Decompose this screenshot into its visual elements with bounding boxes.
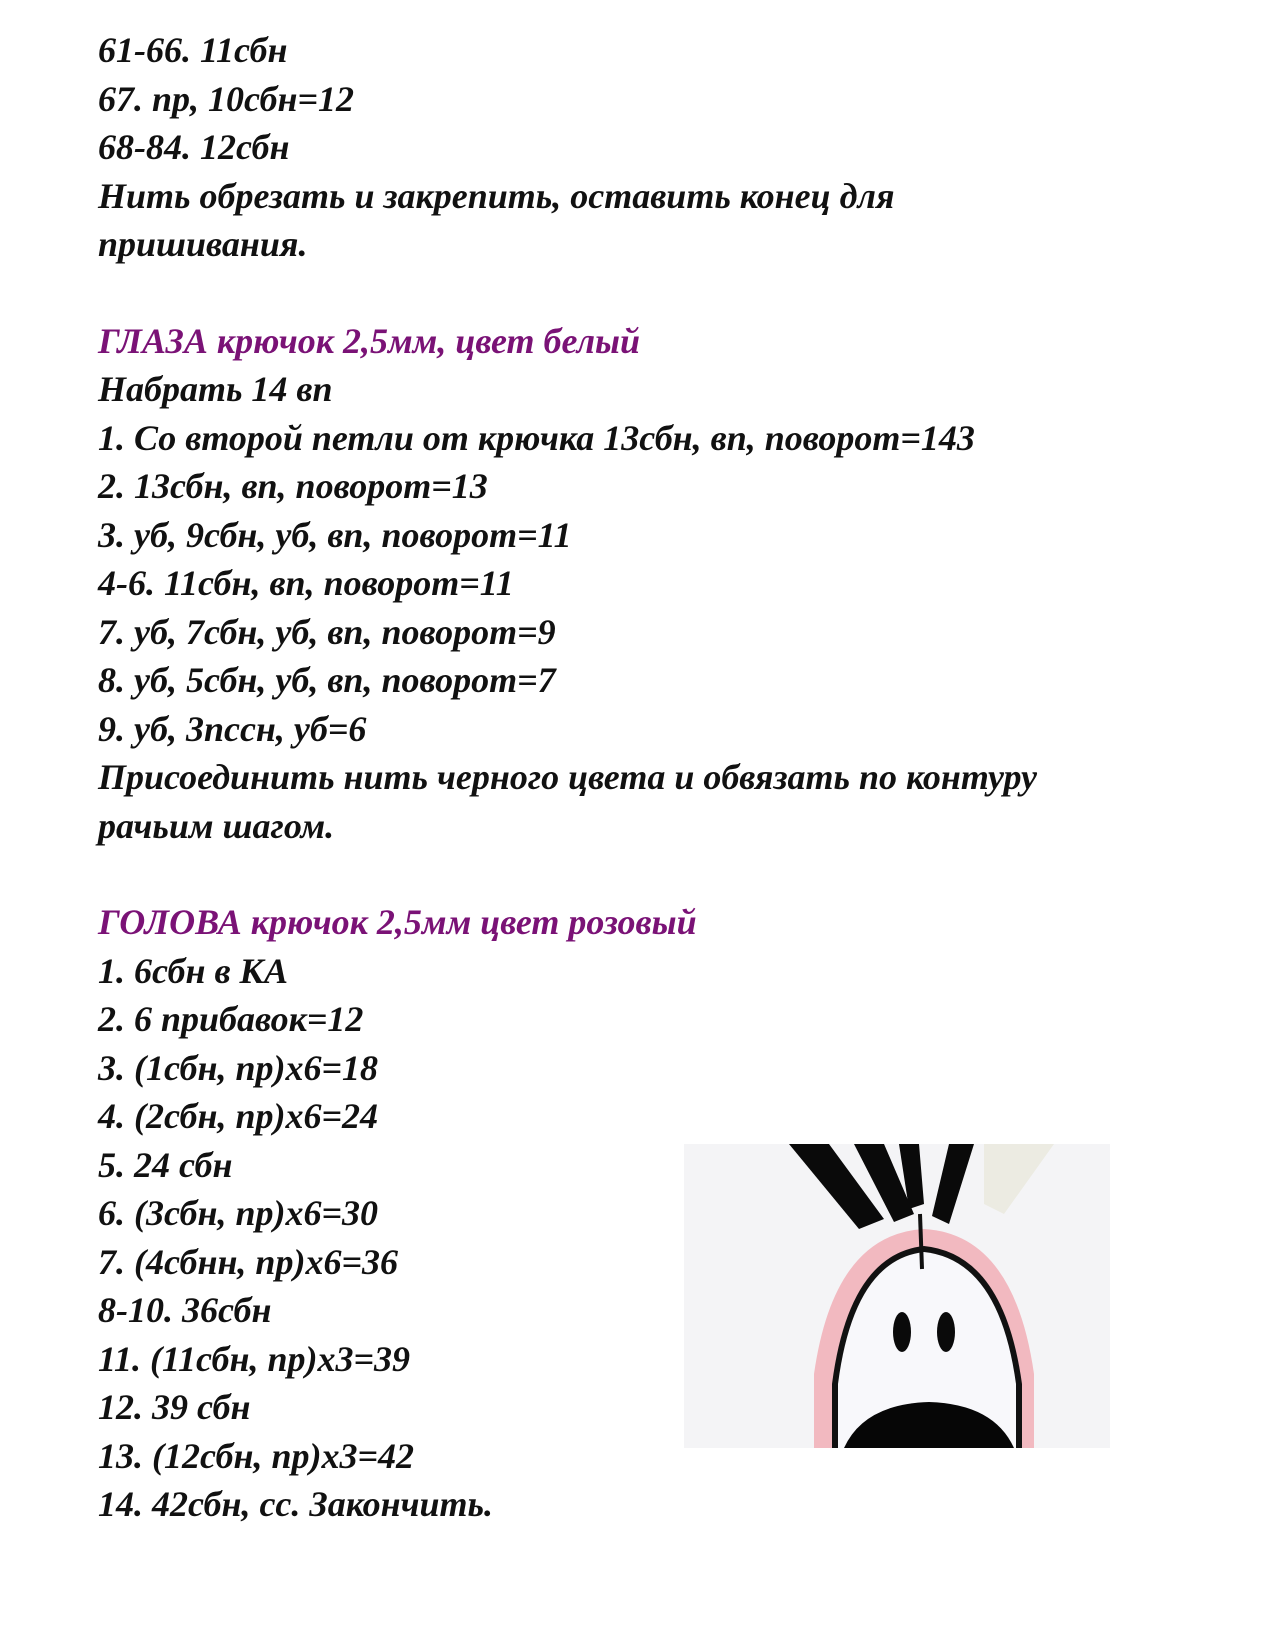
bunny-face-illustration — [684, 1144, 1110, 1448]
section-heading-eyes: ГЛАЗА крючок 2,5мм, цвет белый — [98, 320, 641, 361]
bunny-face-photo — [684, 1144, 1110, 1448]
eyes-row: Присоединить нить черного цвета и обвязать по контуру — [98, 757, 1037, 797]
eyes-row: 3. уб, 9сбн, уб, вп, поворот=11 — [98, 514, 572, 555]
eyes-row: 1. Со второй петли от крючка 13сбн, вп, поворот=143 — [98, 417, 975, 458]
head-row: 4. (2сбн, пр)х6=24 — [98, 1096, 378, 1136]
section-heading-head: ГОЛОВА крючок 2,5мм цвет розовый — [98, 902, 697, 942]
text-line: 61-66. 11сбн — [98, 30, 288, 70]
head-row: 6. (3сбн, пр)х6=30 — [98, 1193, 378, 1233]
eyes-row: 9. уб, 3пссн, уб=6 — [98, 708, 367, 749]
eyes-row: 2. 13сбн, вп, поворот=13 — [98, 466, 488, 506]
head-row: 5. 24 сбн — [98, 1144, 233, 1185]
text-line: Нить обрезать и закрепить, оставить конец для — [98, 175, 895, 216]
text-line: пришивания. — [98, 224, 308, 264]
head-row: 13. (12сбн, пр)х3=42 — [98, 1435, 414, 1476]
eyes-row: рачьим шагом. — [98, 805, 335, 846]
head-row: 11. (11сбн, пр)х3=39 — [98, 1338, 410, 1379]
head-row: 14. 42сбн, сс. Закончить. — [98, 1484, 493, 1524]
eyes-row: 8. уб, 5сбн, уб, вп, поворот=7 — [98, 660, 556, 700]
spacer — [98, 850, 1218, 898]
head-row: 8-10. 36сбн — [98, 1290, 272, 1330]
text-line: 68-84. 12сбн — [98, 127, 290, 167]
head-row: 2. 6 прибавок=12 — [98, 999, 364, 1039]
spacer — [98, 269, 1218, 317]
head-row: 1. 6сбн в КА — [98, 950, 288, 991]
head-row: 3. (1сбн, пр)х6=18 — [98, 1047, 378, 1088]
eyes-row: 4-6. 11сбн, вп, поворот=11 — [98, 563, 514, 603]
eyes-row: 7. уб, 7сбн, уб, вп, поворот=9 — [98, 611, 556, 652]
text-line: 67. пр, 10сбн=12 — [98, 78, 354, 119]
eyes-row: Набрать 14 вп — [98, 369, 333, 409]
head-row: 7. (4сбнн, пр)х6=36 — [98, 1241, 398, 1282]
head-row: 12. 39 сбн — [98, 1387, 251, 1427]
